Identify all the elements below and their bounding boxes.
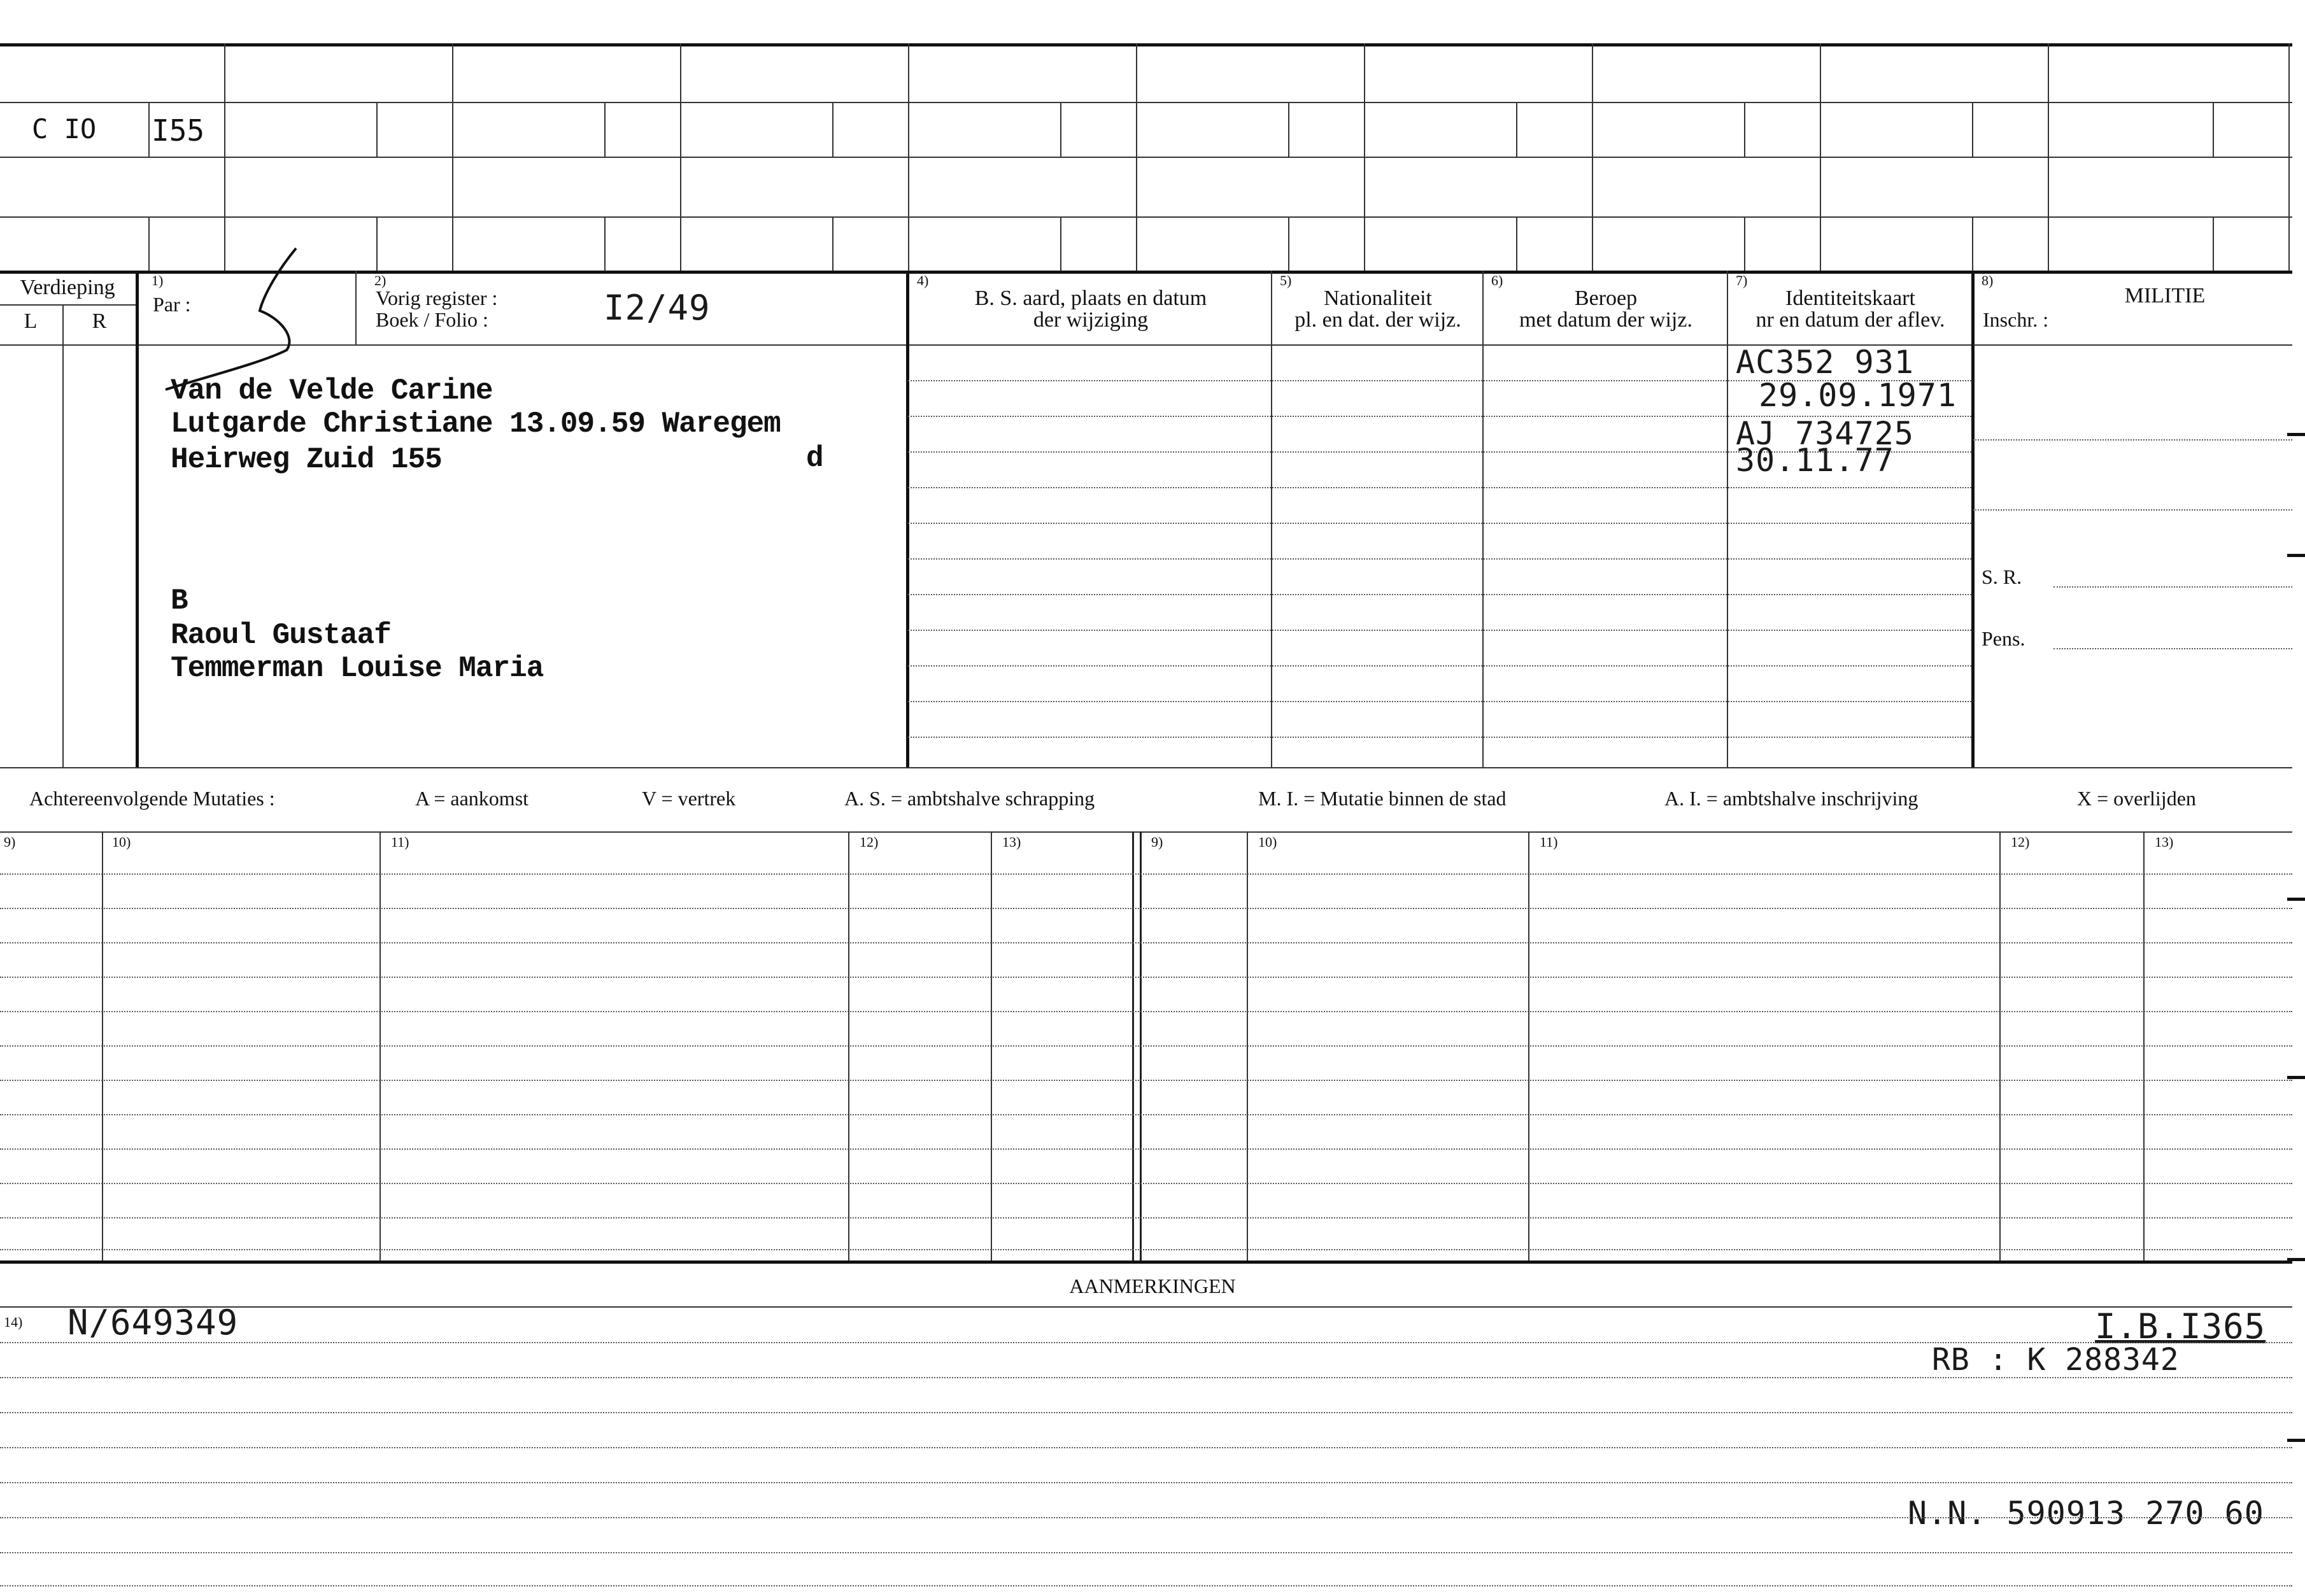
grid-vline	[908, 43, 909, 271]
remark-line	[0, 1517, 2292, 1518]
mother-name: Temmerman Louise Maria	[171, 652, 544, 685]
grid-vline	[2048, 43, 2049, 271]
grid-vline	[1972, 102, 1973, 157]
margin-tick	[2287, 554, 2305, 557]
grid-vline	[1972, 216, 1973, 271]
grid-vline	[1592, 43, 1593, 271]
person-address: Heirweg Zuid 155	[171, 443, 442, 476]
col-vline	[355, 271, 357, 344]
militie-sr: S. R.	[1982, 565, 2022, 588]
grid-vline	[832, 216, 833, 271]
mut-row-line	[0, 1080, 2292, 1081]
header-4-line2: der wijziging	[1033, 308, 1149, 332]
mutaties-v: V = vertrek	[642, 787, 736, 810]
mut-col-10b: 10)	[1258, 834, 1277, 850]
mut-row-line	[0, 942, 2292, 943]
header-2-line2: Boek / Folio :	[376, 308, 488, 331]
militie-line	[1973, 344, 2292, 346]
ruled-line	[908, 487, 1971, 488]
col-vline	[62, 304, 64, 767]
header-8-num: 8)	[1982, 272, 1994, 288]
mut-row-line	[0, 1114, 2292, 1115]
mutaties-top-border	[0, 831, 2292, 833]
grid-vline	[1744, 216, 1745, 271]
grid-vline	[224, 43, 225, 271]
militie-pens: Pens.	[1982, 627, 2025, 650]
parents-label: B	[171, 584, 188, 618]
code-right: I55	[152, 113, 205, 148]
aanmerkingen-nn: N.N. 590913 270 60	[1908, 1495, 2264, 1532]
header-8-line2: Inschr. :	[1983, 308, 2049, 331]
mut-row-line	[0, 908, 2292, 909]
mut-row-line	[0, 977, 2292, 978]
person-name: Van de Velde Carine	[171, 374, 493, 407]
mutaties-ai: A. I. = ambtshalve inschrijving	[1664, 787, 1918, 810]
militie-sr-line	[2053, 586, 2292, 588]
mut-row-line	[0, 1011, 2292, 1012]
header-4-num: 4)	[917, 272, 929, 288]
mut-col-9: 9)	[4, 834, 16, 850]
person-mark: d	[806, 442, 823, 475]
header-1-num: 1)	[152, 272, 164, 288]
grid-vline	[680, 43, 681, 271]
header-6-line2: met datum der wijz.	[1519, 308, 1692, 332]
ruled-line	[908, 558, 1971, 560]
grid-vline	[1516, 216, 1517, 271]
col-vline	[136, 271, 139, 767]
col-vline	[1727, 271, 1728, 767]
grid-vline	[1288, 102, 1289, 157]
mut-col-13b: 13)	[2155, 834, 2174, 850]
grid-vline	[452, 43, 453, 271]
header-7-line2: nr en datum der aflev.	[1755, 308, 1945, 332]
ruled-line	[908, 594, 1971, 595]
grid-vline	[1136, 43, 1137, 271]
mutaties-title: Achtereenvolgende Mutaties :	[29, 787, 275, 810]
mutaties-a: A = aankomst	[415, 787, 529, 810]
grid-vline	[1060, 216, 1061, 271]
header-verdieping: Verdieping	[20, 276, 115, 299]
ruled-line	[908, 665, 1971, 667]
person-birth: Lutgarde Christiane 13.09.59 Waregem	[171, 407, 781, 441]
aanmerkingen-num: 14)	[4, 1314, 23, 1330]
mutaties-as: A. S. = ambtshalve schrapping	[844, 787, 1095, 810]
verdieping-divider	[0, 304, 137, 306]
signature-stroke	[153, 242, 318, 395]
mut-col-11b: 11)	[1540, 834, 1558, 850]
margin-tick	[2287, 433, 2305, 436]
mut-row-line	[0, 1183, 2292, 1184]
code-left: C IO	[32, 113, 97, 145]
margin-tick	[2287, 1258, 2305, 1261]
grid-vline	[1288, 216, 1289, 271]
header-col-r: R	[92, 309, 107, 333]
grid-vline	[148, 102, 150, 157]
header-7-num: 7)	[1736, 272, 1748, 288]
grid-vline	[376, 216, 378, 271]
grid-vline	[1060, 102, 1061, 157]
grid-vline	[1516, 102, 1517, 157]
remark-line	[0, 1447, 2292, 1448]
remark-line	[0, 1377, 2292, 1378]
remark-line	[0, 1412, 2292, 1413]
margin-tick	[2287, 1439, 2305, 1442]
aanmerkingen-header-line	[0, 1306, 2292, 1308]
aanmerkingen-rb: RB : K 288342	[1932, 1342, 2180, 1378]
header-7-line1: Identiteitskaart	[1785, 286, 1915, 310]
header-5-line1: Nationaliteit	[1324, 286, 1432, 310]
grid-vline	[832, 102, 833, 157]
remark-line	[0, 1552, 2292, 1553]
grid-vline	[2288, 43, 2290, 271]
mutaties-x: X = overlijden	[2077, 787, 2196, 810]
body-bottom-border	[0, 767, 2292, 768]
grid-vline	[2213, 216, 2214, 271]
remark-line	[0, 1585, 2292, 1586]
header-6-num: 6)	[1491, 272, 1503, 288]
grid-vline	[1744, 102, 1745, 157]
mutaties-mi: M. I. = Mutatie binnen de stad	[1258, 787, 1507, 810]
grid-line	[0, 157, 2292, 158]
ruled-line	[908, 630, 1971, 631]
grid-line	[0, 216, 2292, 218]
margin-tick	[2287, 898, 2305, 901]
mut-row-line	[0, 1148, 2292, 1150]
remark-line	[0, 1342, 2292, 1343]
mut-col-9b: 9)	[1151, 834, 1163, 850]
header-5-num: 5)	[1280, 272, 1292, 288]
aanmerkingen-top-border	[0, 1261, 2292, 1264]
ruled-line	[908, 701, 1971, 702]
grid-vline	[1364, 43, 1365, 271]
grid-vline	[148, 216, 150, 271]
grid-line	[0, 102, 2292, 103]
col-vline	[1271, 271, 1272, 767]
id-card-date-2: 30.11.77	[1736, 442, 1894, 479]
id-card-1: AC352 931	[1736, 344, 1914, 381]
mut-row-line	[0, 873, 2292, 875]
aanmerkingen-title: AANMERKINGEN	[1069, 1275, 1236, 1297]
mut-col-11: 11)	[391, 834, 409, 850]
header-top-border	[0, 271, 2292, 274]
mut-row-line	[0, 1249, 2292, 1250]
ruled-line	[908, 737, 1971, 738]
col-vline	[1482, 271, 1484, 767]
folio-value: I2/49	[604, 288, 711, 328]
militie-line	[1973, 439, 2292, 441]
header-col-l: L	[24, 309, 38, 333]
father-name: Raoul Gustaaf	[171, 619, 391, 652]
grid-vline	[376, 102, 378, 157]
mut-col-10: 10)	[112, 834, 131, 850]
header-6-line1: Beroep	[1574, 286, 1638, 310]
header-2-num: 2)	[374, 272, 387, 288]
grid-vline	[604, 216, 606, 271]
id-card-2: AJ 734725	[1736, 415, 1914, 452]
mut-col-12: 12)	[860, 834, 879, 850]
header-1-label: Par :	[153, 293, 191, 316]
remark-line	[0, 1482, 2292, 1483]
mut-row-line	[0, 1217, 2292, 1218]
aanmerkingen-ib: I.B.I365	[2095, 1306, 2266, 1346]
mut-row-line	[0, 1045, 2292, 1047]
militie-line	[1973, 509, 2292, 511]
mut-col-13: 13)	[1002, 834, 1021, 850]
margin-tick	[2287, 1076, 2305, 1079]
id-card-date-1: 29.09.1971	[1759, 377, 1957, 414]
aanmerkingen-ref: N/649349	[67, 1303, 239, 1343]
header-4-line1: B. S. aard, plaats en datum	[974, 286, 1207, 310]
militie-pens-line	[2053, 648, 2292, 649]
mut-col-12b: 12)	[2011, 834, 2030, 850]
header-2-line1: Vorig register :	[376, 286, 498, 309]
grid-vline	[2213, 102, 2214, 157]
grid-vline	[1820, 43, 1821, 271]
top-border	[0, 43, 2292, 46]
ruled-line	[908, 523, 1971, 524]
col-vline	[906, 271, 909, 767]
grid-vline	[604, 102, 606, 157]
header-8-line1: MILITIE	[2124, 284, 2206, 307]
header-5-line2: pl. en dat. der wijz.	[1294, 308, 1461, 332]
